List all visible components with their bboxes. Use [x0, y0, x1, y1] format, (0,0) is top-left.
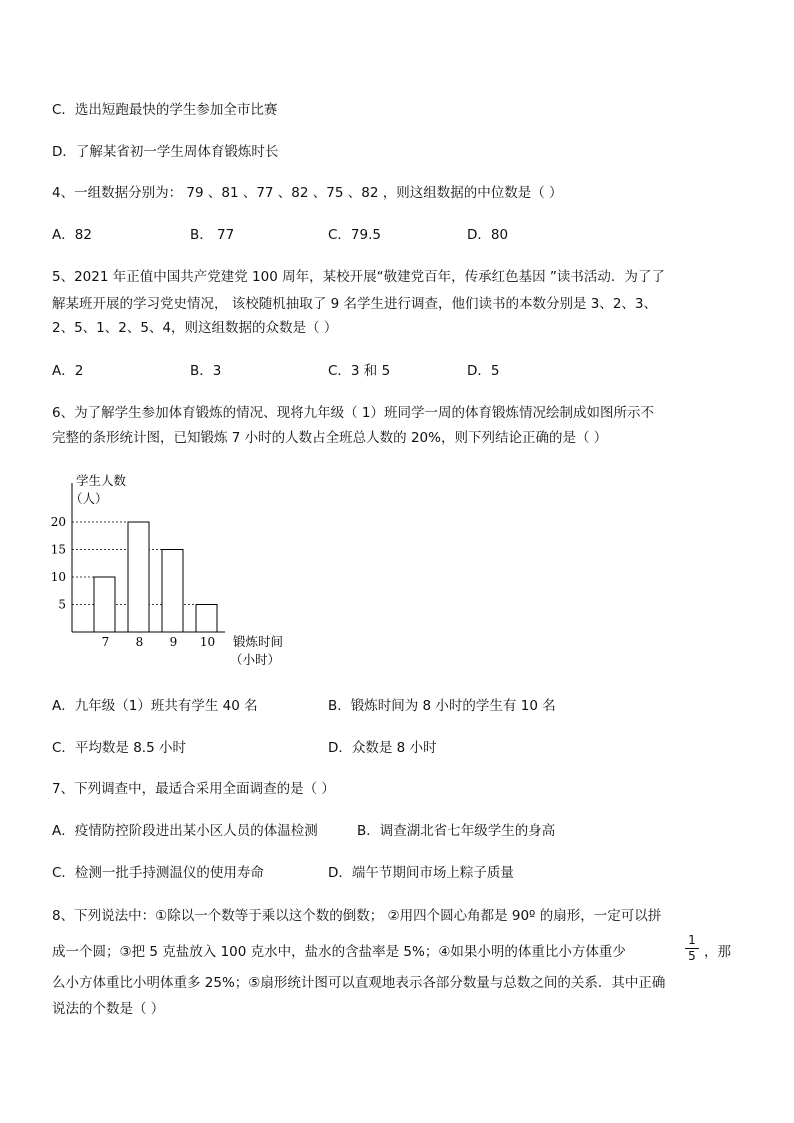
y-tick-label-5: 5	[58, 597, 66, 612]
y-axis-label: 学生人数	[76, 473, 127, 488]
q6-option-d: D．众数是 8 小时	[328, 740, 437, 756]
q6-option-a: A．九年级（1）班共有学生 40 名	[52, 698, 258, 714]
q7-option-c: C．检测一批手持测温仪的使用寿命	[52, 865, 264, 881]
q5-option-c: C．3 和 5	[328, 363, 391, 379]
question-6-line-2: 完整的条形统计图，已知锻炼 7 小时的人数占全班总人数的 20%，则下列结论正确的是（ ）	[52, 430, 608, 446]
q3-option-d: D．了解某省初一学生周体育锻炼时长	[52, 144, 279, 160]
q4-option-d: D．80	[467, 227, 509, 243]
q4-option-b: B． 77	[190, 227, 235, 243]
x-tick-label-10: 10	[199, 635, 216, 649]
question-5-line-2: 解某班开展的学习党史情况， 该校随机抽取了 9 名学生进行调查，他们读书的本数分别是 3、2、3、	[52, 296, 658, 312]
y-tick-label-10: 10	[50, 570, 66, 584]
y-axis-unit: （人）	[70, 491, 108, 506]
bar-8	[128, 522, 149, 632]
question-5-line-1: 5、2021 年正值中国共产党建党 100 周年，某校开展“敬建党百年，传承红色基因 ”读书活动．为了了	[52, 269, 665, 285]
q7-option-d: D．端午节期间市场上粽子质量	[328, 865, 514, 881]
q3-option-c: C．选出短跑最快的学生参加全市比赛	[52, 102, 278, 118]
x-tick-label-8: 8	[135, 635, 144, 649]
y-tick-label-15: 15	[50, 542, 66, 557]
bar-10	[196, 605, 217, 633]
y-tick-label-20: 20	[50, 515, 66, 529]
fraction-numerator: 1	[688, 933, 696, 947]
question-4: 4、一组数据分别为： 79 、81 、77 、82 、75 、82 ，则这组数据的中位数是（ ）	[52, 185, 563, 201]
x-axis-unit: （小时）	[230, 652, 281, 667]
question-5-line-3: 2、5、1、2、5、4，则这组数据的众数是（ ）	[52, 320, 338, 336]
question-8-line-1: 8、下列说法中：①除以一个数等于乘以这个数的倒数； ②用四个圆心角都是 90º 的扇形，一定可以拼	[52, 908, 662, 924]
question-8-line-3: 么小方体重比小明体重多 25%；⑤扇形统计图可以直观地表示各部分数量与总数之间的关系．其中正确	[52, 975, 666, 991]
q4-option-c: C．79.5	[328, 227, 381, 243]
question-8-line-4: 说法的个数是（ ）	[52, 1001, 165, 1017]
q6-option-b: B．锻炼时间为 8 小时的学生有 10 名	[328, 698, 556, 714]
q7-option-a: A．疫情防控阶段进出某小区人员的体温检测	[52, 823, 318, 839]
bar-chart	[40, 465, 340, 675]
question-6-line-1: 6、为了解学生参加体育锻炼的情况、现将九年级（ 1）班同学一周的体育锻炼情况绘制成如图所示不	[52, 405, 654, 421]
q4-option-a: A．82	[52, 227, 92, 243]
x-tick-label-9: 9	[169, 635, 178, 649]
q5-option-a: A．2	[52, 363, 84, 379]
q6-option-c: C．平均数是 8.5 小时	[52, 740, 186, 756]
x-axis-label: 锻炼时间	[233, 634, 284, 649]
fraction-one-fifth	[685, 934, 699, 963]
question-8-line-2: 成一个圆；③把 5 克盐放入 100 克水中，盐水的含盐率是 5%；④如果小明的体重比小方体重少	[52, 944, 626, 960]
q7-option-b: B．调查湖北省七年级学生的身高	[357, 823, 556, 839]
x-tick-label-7: 7	[101, 635, 110, 649]
fraction-denominator: 5	[688, 949, 696, 963]
q5-option-b: B．3	[190, 363, 222, 379]
q5-option-d: D．5	[467, 363, 500, 379]
question-8-line-2-tail: ，那	[704, 944, 731, 960]
bar-9	[162, 550, 183, 633]
bar-7	[94, 577, 115, 632]
question-7: 7、下列调查中，最适合采用全面调查的是（ ）	[52, 781, 335, 797]
